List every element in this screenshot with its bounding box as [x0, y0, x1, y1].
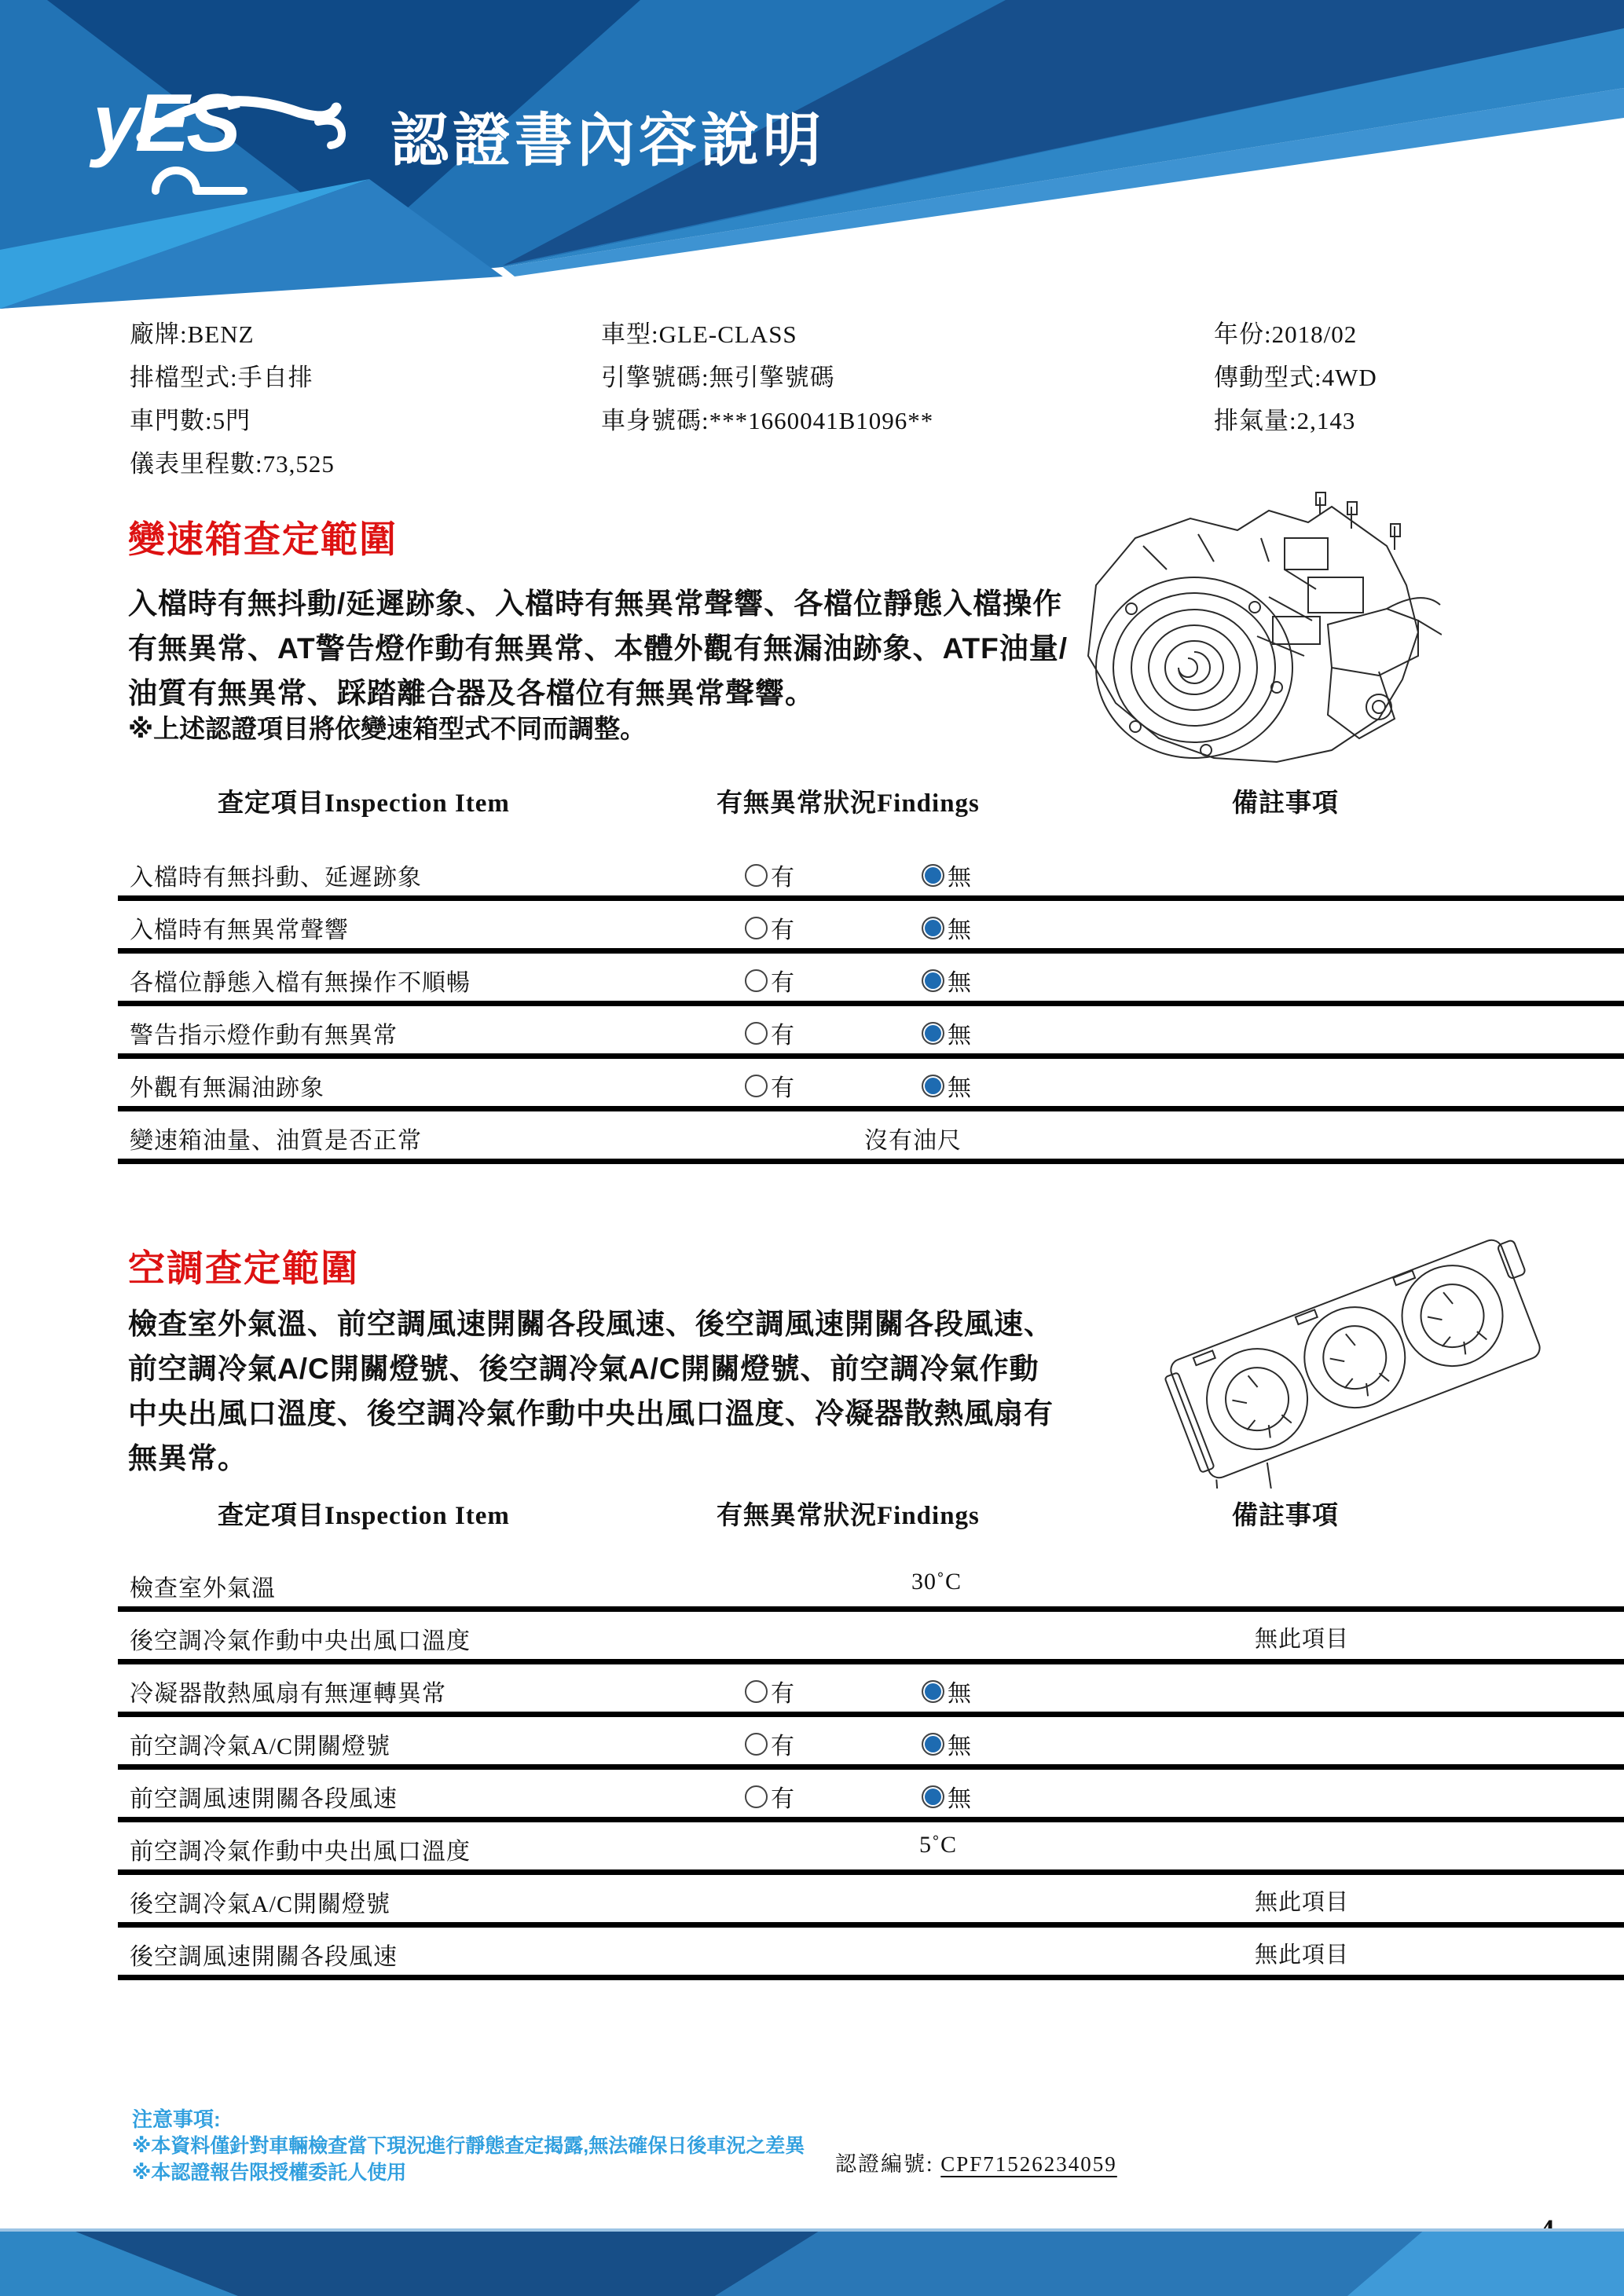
inspection-item-label: 警告指示燈作動有無異常: [130, 1023, 398, 1049]
radio-no-label: 無: [948, 917, 971, 943]
transmission-table-header: [118, 782, 1624, 817]
radio-has-abnormality[interactable]: [745, 1785, 768, 1808]
aircon-panel-illustration: [1135, 1229, 1575, 1489]
inspection-item-label: 前空調冷氣A/C開關燈號: [130, 1734, 391, 1760]
radio-no-label: 無: [948, 1734, 971, 1760]
transmission-desc-line: 油質有無異常、踩踏離合器及各檔位有無異常聲響。: [128, 677, 815, 709]
radio-no-label: 無: [948, 1075, 971, 1101]
table-row: [118, 1875, 1624, 1928]
vehicle-drive-type: 傳動型式:4WD: [1214, 364, 1377, 391]
table-row: [118, 954, 1624, 1006]
inspection-item-label: 入檔時有無異常聲響: [130, 917, 349, 943]
table-row: [118, 1770, 1624, 1822]
column-header-item: 查定項目Inspection Item: [218, 1502, 510, 1530]
radio-has-label: 有: [771, 1075, 794, 1101]
radio-has-abnormality[interactable]: [745, 1680, 768, 1703]
aircon-table: [118, 1559, 1624, 1980]
vehicle-gearbox-type: 排檔型式:手自排: [130, 364, 313, 391]
finding-value: 沒有油尺: [864, 1128, 962, 1154]
inspection-item-label: 前空調風速開關各段風速: [130, 1786, 398, 1812]
radio-has-abnormality[interactable]: [745, 1022, 768, 1045]
inspection-item-label: 外觀有無漏油跡象: [130, 1075, 324, 1101]
transmission-table: [118, 848, 1624, 1164]
radio-no-abnormality[interactable]: [922, 1075, 944, 1097]
column-header-findings: 有無異常狀況Findings: [717, 1502, 980, 1530]
table-row: [118, 901, 1624, 954]
inspection-item-label: 後空調風速開關各段風速: [130, 1944, 398, 1970]
aircon-desc-line: 無異常。: [128, 1442, 247, 1474]
radio-no-abnormality[interactable]: [922, 864, 944, 887]
transmission-illustration: [1049, 491, 1442, 770]
yes-logo: yES: [93, 78, 238, 169]
remark-value: 無此項目: [1255, 1890, 1350, 1915]
inspection-item-label: 各檔位靜態入檔有無操作不順暢: [130, 970, 471, 996]
radio-no-label: 無: [948, 1023, 971, 1049]
radio-has-label: 有: [771, 970, 794, 996]
inspection-item-label: 變速箱油量、油質是否正常: [130, 1128, 422, 1154]
table-row: [118, 1006, 1624, 1059]
certification-number: [835, 2147, 1117, 2177]
vehicle-brand: 廠牌:BENZ: [130, 320, 255, 348]
table-row: [118, 1059, 1624, 1111]
notice-line: ※本資料僅針對車輛檢查當下現況進行靜態查定揭露,無法確保日後車況之差異: [132, 2135, 805, 2157]
transmission-desc-line: 有無異常、AT警告燈作動有無異常、本體外觀有無漏油跡象、ATF油量/: [128, 632, 1069, 665]
table-row: [118, 1664, 1624, 1717]
column-header-findings: 有無異常狀況Findings: [717, 789, 980, 818]
table-row: [118, 1612, 1624, 1664]
radio-no-abnormality[interactable]: [922, 969, 944, 992]
vehicle-mileage: 儀表里程數:73,525: [130, 450, 335, 478]
table-row: [118, 1822, 1624, 1875]
column-header-remarks: 備註事項: [1232, 1502, 1339, 1530]
table-row: [118, 848, 1624, 901]
inspection-item-label: 後空調冷氣作動中央出風口溫度: [130, 1628, 471, 1654]
finding-value: 30˚C: [911, 1569, 962, 1595]
inspection-item-label: 前空調冷氣作動中央出風口溫度: [130, 1839, 471, 1865]
vehicle-vin: 車身號碼:***1660041B1096**: [601, 407, 934, 434]
page-title: 認證書內容說明: [390, 108, 825, 173]
inspection-item-label: 後空調冷氣A/C開關燈號: [130, 1891, 391, 1917]
radio-has-label: 有: [771, 1734, 794, 1760]
vehicle-model: 車型:GLE-CLASS: [601, 320, 797, 348]
remark-value: 無此項目: [1255, 1943, 1350, 1968]
radio-no-abnormality[interactable]: [922, 1785, 944, 1808]
radio-has-abnormality[interactable]: [745, 917, 768, 939]
radio-has-label: 有: [771, 1023, 794, 1049]
yes-logo-car-swoosh-icon: [118, 75, 377, 208]
inspection-item-label: 冷凝器散熱風扇有無運轉異常: [130, 1681, 446, 1707]
column-header-remarks: 備註事項: [1232, 789, 1339, 818]
aircon-desc-line: 前空調冷氣A/C開關燈號、後空調冷氣A/C開關燈號、前空調冷氣作動: [128, 1353, 1039, 1385]
vehicle-year: 年份:2018/02: [1214, 320, 1358, 348]
radio-has-abnormality[interactable]: [745, 969, 768, 992]
aircon-section-title: 空調查定範圍: [128, 1247, 359, 1289]
radio-no-abnormality[interactable]: [922, 1022, 944, 1045]
aircon-table-header: [118, 1495, 1624, 1529]
radio-no-abnormality[interactable]: [922, 1680, 944, 1703]
table-row: [118, 1717, 1624, 1770]
notice-title: 注意事項:: [132, 2107, 221, 2131]
transmission-section-title: 變速箱查定範圍: [128, 518, 398, 560]
radio-has-abnormality[interactable]: [745, 864, 768, 887]
vehicle-doors: 車門數:5門: [130, 407, 251, 434]
radio-no-abnormality[interactable]: [922, 1733, 944, 1756]
radio-no-label: 無: [948, 1786, 971, 1812]
notice-line: ※本認證報告限授權委託人使用: [132, 2162, 407, 2184]
table-row: [118, 1928, 1624, 1980]
radio-has-label: 有: [771, 1786, 794, 1812]
radio-has-abnormality[interactable]: [745, 1075, 768, 1097]
radio-has-label: 有: [771, 917, 794, 943]
certification-number-value: CPF71526234059: [940, 2152, 1117, 2176]
radio-has-label: 有: [771, 865, 794, 891]
vehicle-engine-no: 引擎號碼:無引擎號碼: [601, 364, 835, 391]
aircon-desc-line: 檢查室外氣溫、前空調風速開關各段風速、後空調風速開關各段風速、: [128, 1308, 1054, 1340]
finding-value: 5˚C: [919, 1832, 957, 1858]
column-header-item: 查定項目Inspection Item: [218, 789, 510, 818]
transmission-desc-note: ※上述認證項目將依變速箱型式不同而調整。: [128, 714, 647, 743]
radio-no-abnormality[interactable]: [922, 917, 944, 939]
certification-number-label: 認證編號:: [835, 2152, 934, 2176]
table-row: [118, 1111, 1624, 1164]
radio-has-abnormality[interactable]: [745, 1733, 768, 1756]
inspection-item-label: 入檔時有無抖動、延遲跡象: [130, 865, 422, 891]
radio-no-label: 無: [948, 1681, 971, 1707]
radio-no-label: 無: [948, 970, 971, 996]
radio-no-label: 無: [948, 865, 971, 891]
footer-banner: [0, 2228, 1624, 2296]
radio-has-label: 有: [771, 1681, 794, 1707]
vehicle-displacement: 排氣量:2,143: [1214, 407, 1356, 434]
remark-value: 無此項目: [1255, 1627, 1350, 1652]
transmission-desc-line: 入檔時有無抖動/延遲跡象、入檔時有無異常聲響、各檔位靜態入檔操作: [128, 588, 1063, 620]
inspection-item-label: 檢查室外氣溫: [130, 1576, 276, 1602]
table-row: [118, 1559, 1624, 1612]
aircon-desc-line: 中央出風口溫度、後空調冷氣作動中央出風口溫度、冷凝器散熱風扇有: [128, 1397, 1054, 1430]
